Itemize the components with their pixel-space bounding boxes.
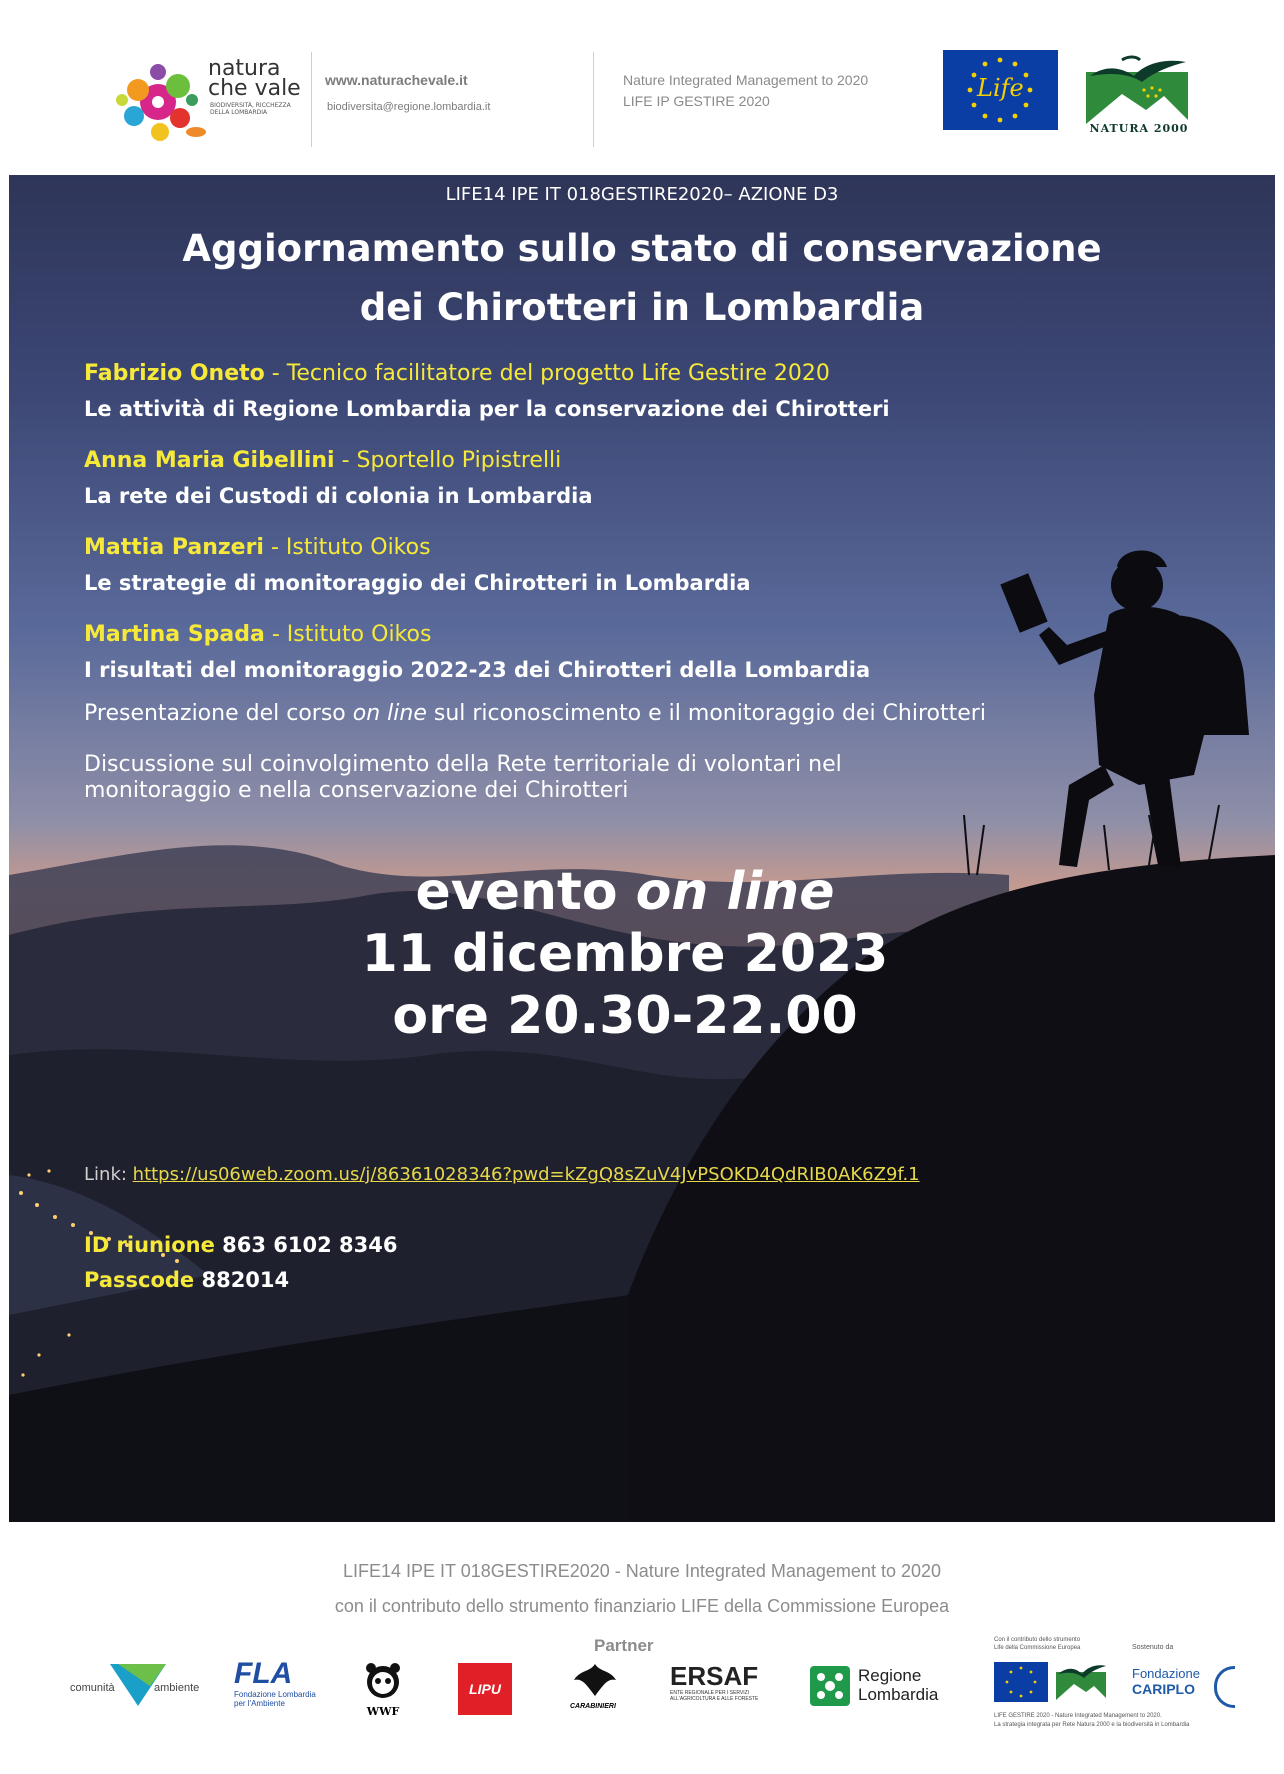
meeting-id-row	[84, 1233, 398, 1257]
speaker-name: Fabrizio Oneto	[84, 361, 265, 386]
comunita-text: comunità	[70, 1682, 115, 1694]
event-time: ore 20.30-22.00	[392, 986, 858, 1046]
wwf-text: WWF	[366, 1705, 400, 1718]
project-name: Nature Integrated Management to 2020	[623, 72, 869, 88]
zoom-link-row	[84, 1164, 920, 1185]
discussion-line2: monitoraggio e nella conservazione dei Chirotteri	[84, 778, 629, 803]
header-divider-1	[311, 52, 312, 147]
bottom-note-line1: LIFE GESTIRE 2020 - Nature Integrated Management to 2020.	[994, 1713, 1162, 1719]
discussion-line1: Discussione sul coinvolgimento della Rete territoriale di volontari nel	[84, 752, 842, 777]
life-gestire-note	[994, 1712, 1264, 1730]
action-code: LIFE14 IPE IT 018GESTIRE2020– AZIONE D3	[445, 184, 839, 205]
natura-che-vale-logo	[108, 50, 208, 150]
life-logo-text: Life	[977, 74, 1024, 102]
talk-1-speaker	[84, 361, 830, 386]
ersaf-text: ERSAF	[670, 1661, 759, 1691]
lipu-logo	[458, 1663, 512, 1715]
talk-2-speaker	[84, 448, 561, 473]
footer-birds-icon	[1054, 1662, 1108, 1702]
talk-3-speaker	[84, 535, 431, 560]
event-pre: evento	[415, 862, 636, 922]
footer	[0, 1522, 1284, 1774]
event-date: 11 dicembre 2023	[361, 924, 889, 984]
ersaf-sub2: ALL'AGRICOLTURA E ALLE FORESTE	[670, 1696, 759, 1702]
zoom-link[interactable]: https://us06web.zoom.us/j/86361028346?pwd=kZgQ8sZuV4JvPSOKD4QdRIB0AK6Z9f.1	[132, 1164, 920, 1185]
bottom-note-line2: La strategia integrata per Rete Natura 2000 e la biodiversità in Lombardia	[994, 1722, 1190, 1728]
talk-3-title: Le strategie di monitoraggio dei Chirotteri in Lombardia	[84, 571, 751, 595]
event-title-line1: Aggiornamento sullo stato di conservazione	[182, 227, 1102, 270]
cariplo-logo	[1132, 1666, 1242, 1706]
carabinieri-logo	[570, 1662, 630, 1718]
header	[0, 0, 1284, 175]
partner-label: Partner	[594, 1636, 654, 1655]
talk-2-title: La rete dei Custodi di colonia in Lombardia	[84, 484, 593, 508]
header-divider-2	[593, 52, 594, 147]
passcode-label: Passcode	[84, 1268, 195, 1292]
comunita-ambiente-logo	[70, 1660, 210, 1720]
event-em: on line	[635, 862, 835, 922]
contrib-note-line2: Life della Commissione Europea	[994, 1645, 1081, 1651]
sostenuto-label: Sostenuto da	[1132, 1644, 1174, 1651]
brand-line2: che vale	[208, 76, 301, 101]
carabinieri-text: CARABINIERI	[570, 1703, 616, 1710]
footer-life-logo	[994, 1662, 1048, 1702]
passcode-row	[84, 1268, 289, 1292]
eu-life-logo	[943, 50, 1058, 130]
talk-1-title: Le attività di Regione Lombardia per la conservazione dei Chirotteri	[84, 397, 890, 421]
natura-2000-logo	[1082, 50, 1192, 138]
brand-tagline: BIODIVERSITÀ, RICCHEZZA DELLA LOMBARDIA	[210, 102, 291, 117]
talk-4-speaker	[84, 622, 431, 647]
speaker-role: - Sportello Pipistrelli	[334, 448, 562, 473]
meeting-id-label: ID riunione	[84, 1233, 215, 1257]
flame-emblem-icon	[570, 1662, 620, 1698]
presentation-post: sul riconoscimento e il monitoraggio dei Chirotteri	[426, 701, 986, 726]
cariplo-text-1: Fondazione	[1132, 1666, 1200, 1681]
fla-sub1: Fondazione Lombardia	[234, 1690, 316, 1699]
speaker-role: - Tecnico facilitatore del progetto Life Gestire 2020	[264, 361, 830, 386]
meeting-id-value: 863 6102 8346	[214, 1233, 398, 1257]
email-link[interactable]: biodiversita@regione.lombardia.it	[327, 101, 491, 113]
lipu-text: LIPU	[469, 1681, 501, 1697]
speaker-name: Martina Spada	[84, 622, 265, 647]
event-date-block	[9, 861, 1241, 1047]
speaker-role: - Istituto Oikos	[264, 622, 432, 647]
presentation-pre: Presentazione del corso	[84, 701, 353, 726]
cariplo-text-2: CARIPLO	[1132, 1681, 1195, 1697]
speaker-name: Mattia Panzeri	[84, 535, 264, 560]
link-label: Link:	[84, 1164, 133, 1185]
course-presentation	[84, 701, 986, 726]
brand-line1: natura	[208, 56, 281, 81]
event-title-line2: dei Chirotteri in Lombardia	[359, 286, 925, 329]
talk-4-title: I risultati del monitoraggio 2022-23 dei Chirotteri della Lombardia	[84, 658, 871, 682]
natura-2000-text: NATURA 2000	[1089, 122, 1189, 135]
fla-text: FLA	[234, 1657, 293, 1690]
footer-contribution-line: con il contributo dello strumento finanziario LIFE della Commissione Europea	[334, 1596, 950, 1616]
fla-logo	[234, 1658, 334, 1718]
website-link[interactable]: www.naturachevale.it	[325, 72, 468, 88]
speaker-name: Anna Maria Gibellini	[84, 448, 335, 473]
rose-camuna-icon	[810, 1666, 850, 1706]
presentation-em: on line	[352, 701, 427, 726]
project-code: LIFE IP GESTIRE 2020	[623, 93, 770, 109]
regione-text-1: Regione	[858, 1666, 922, 1685]
ersaf-sub1: ENTE REGIONALE PER I SERVIZI	[670, 1690, 750, 1696]
ambiente-text: ambiente	[154, 1682, 200, 1694]
event-title	[9, 219, 1275, 337]
flower-icon	[108, 50, 208, 150]
footer-natura2000-logo	[1054, 1662, 1108, 1702]
ersaf-logo	[670, 1662, 770, 1718]
contrib-note-line1: Con il contributo dello strumento	[994, 1637, 1081, 1643]
panda-icon	[363, 1660, 403, 1700]
life-contribution-note	[994, 1636, 1114, 1652]
wwf-logo	[363, 1660, 407, 1720]
birds-icon	[1082, 50, 1192, 126]
speaker-role: - Istituto Oikos	[263, 535, 431, 560]
regione-lombardia-logo	[810, 1664, 960, 1712]
event-mode	[9, 861, 1241, 923]
hiker-silhouette	[1000, 550, 1249, 867]
event-poster-hero	[9, 175, 1275, 1522]
passcode-value: 882014	[194, 1268, 290, 1292]
eu-stars-small-icon	[994, 1662, 1048, 1702]
fla-sub2: per l'Ambiente	[234, 1699, 285, 1708]
footer-project-line: LIFE14 IPE IT 018GESTIRE2020 - Nature Integrated Management to 2020	[342, 1561, 942, 1581]
regione-text-2: Lombardia	[858, 1685, 939, 1704]
